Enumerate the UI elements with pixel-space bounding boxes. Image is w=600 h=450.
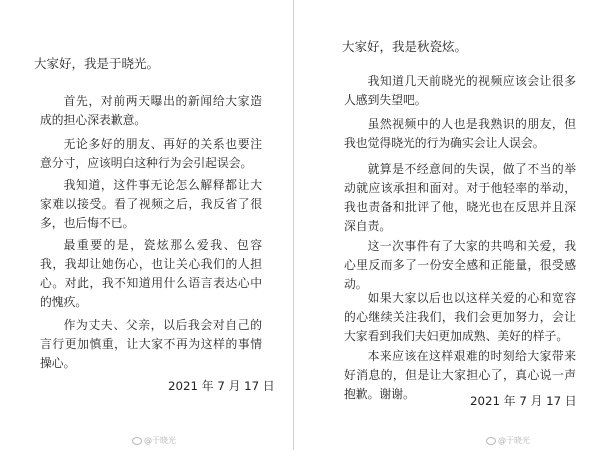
left-date: 2021 年 7 月 17 日 (168, 379, 275, 393)
right-paragraph-3: 就算是不经意间的失误，做了不当的举动就应该承担和面对。对于他轻率的举动，我也责备和批评了他，晓光也在反思并且深深自责。 (344, 162, 576, 233)
weibo-icon (486, 437, 496, 445)
left-paragraph-2: 无论多好的朋友、再好的关系也要注意分寸，应该明白这种行为会引起误会。 (40, 137, 262, 170)
right-greeting: 大家好，我是秋瓷炫。 (342, 39, 468, 54)
left-paragraph-3: 我知道，这件事无论怎么解释都让大家难以接受。看了视频之后，我反省了很多，也后悔不已。 (40, 178, 262, 230)
right-watermark (486, 436, 530, 446)
weibo-icon (132, 437, 142, 445)
left-paragraph-1: 首先，对前两天曝出的新闻给大家造成的担心深表歉意。 (40, 94, 262, 127)
right-paragraph-2: 虽然视频中的人也是我熟识的朋友，但我也觉得晓光的行为确实会让人误会。 (344, 117, 576, 150)
right-paragraph-4: 这一次事件有了大家的共鸣和关爱，我心里反而多了一份安全感和正能量，很受感动。 (344, 239, 576, 291)
page-edge-left (293, 0, 294, 450)
left-paragraph-5: 作为丈夫、父亲，以后我会对自己的言行更加慎重，让大家不再为这样的事情操心。 (40, 318, 262, 370)
left-paragraph-4: 最重要的是，瓷炫那么爱我、包容我，我却让她伤心，也让关心我们的人担心。对此，我不知道用什么语言表达心中的愧疚。 (40, 238, 262, 309)
right-paragraph-1: 我知道几天前晓光的视频应该会让很多人感到失望吧。 (344, 74, 576, 107)
right-paragraph-5: 如果大家以后也以这样关爱的心和宽容的心继续关注我们，我们会更加努力，会让大家看到我们夫妇更加成熟、美好的样子。 (344, 291, 576, 343)
left-watermark-text: @于晓光 (144, 436, 176, 445)
left-letter-page (0, 0, 294, 450)
right-paragraph-6: 本来应该在这样艰难的时刻给大家带来好消息的，但是让大家担心了，真心说一声抱歉。谢谢。 (344, 349, 576, 401)
page-gutter (294, 0, 306, 450)
right-watermark-text: @于晓光 (498, 436, 530, 445)
left-greeting: 大家好，我是于晓光。 (34, 56, 160, 71)
right-letter-page (306, 0, 600, 450)
left-watermark (132, 436, 176, 446)
right-date: 2021 年 7 月 17 日 (470, 394, 577, 408)
